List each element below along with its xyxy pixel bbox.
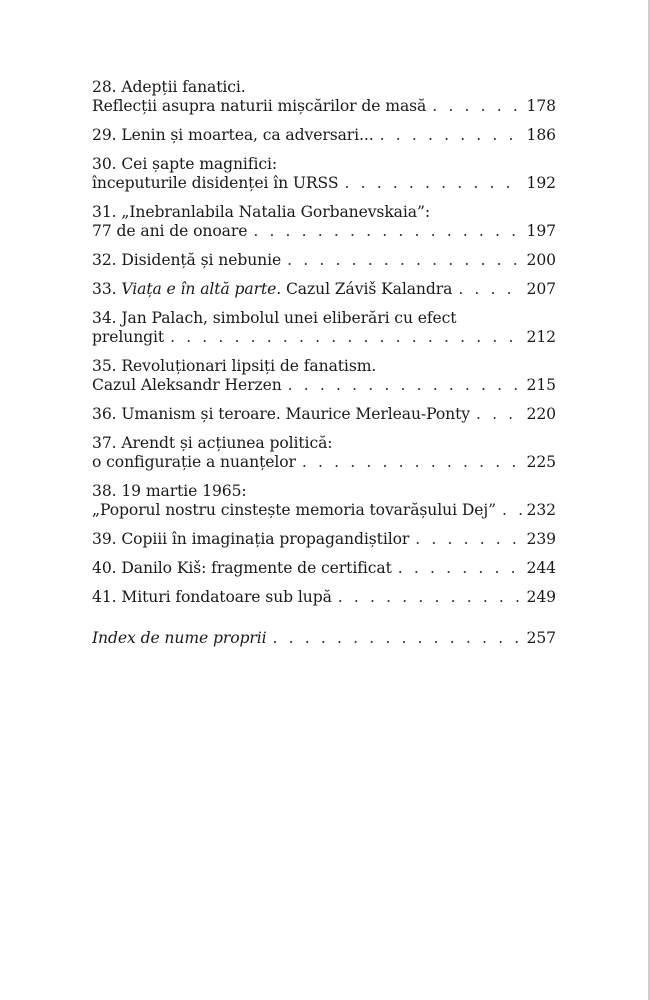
page-number: 178 (526, 97, 556, 115)
page-number: 232 (526, 501, 556, 519)
toc-entry (92, 203, 556, 241)
toc-entry-title-line: 30. Cei șapte magnifici: (92, 155, 278, 173)
dot-leader (287, 251, 522, 270)
dot-leader (338, 588, 523, 607)
page-number: 225 (526, 453, 556, 471)
dot-leader (288, 376, 523, 395)
table-of-contents (92, 78, 556, 658)
toc-entry-title-segment: 40. Danilo Kiš: fragmente de certificat (92, 559, 392, 577)
toc-entry-title (92, 222, 253, 241)
toc-entry-title (92, 453, 302, 472)
dot-leader (273, 629, 523, 648)
dot-leader (476, 405, 523, 424)
toc-entry-title-segment: Reflecții asupra naturii mișcărilor de masă (92, 97, 427, 115)
toc-entry-title (92, 280, 458, 299)
toc-entry-leader-line (92, 174, 556, 193)
page-number: 192 (526, 174, 556, 192)
toc-entry (92, 405, 556, 424)
toc-entry-leader-line (92, 530, 556, 549)
toc-entry-title-segment: 36. Umanism și teroare. Maurice Merleau-Ponty (92, 405, 470, 423)
dot-leader (170, 328, 522, 347)
toc-entry (92, 482, 556, 520)
toc-entry-title-segment: 41. Mituri fondatoare sub lupă (92, 588, 332, 606)
toc-entry-leader-line (92, 280, 556, 299)
dot-leader (344, 174, 522, 193)
page-number: 207 (526, 280, 556, 298)
toc-entry-title (92, 405, 476, 424)
toc-entry-title-italic: Viața e în altă parte (121, 280, 277, 298)
toc-entry (92, 309, 556, 347)
toc-entry (92, 155, 556, 193)
toc-entry-title-segment: prelungit (92, 328, 165, 346)
toc-entry (92, 251, 556, 270)
toc-entry-title-line: 28. Adepții fanatici. (92, 78, 246, 96)
toc-entry-title-segment: . Cazul Záviš Kalandra (276, 280, 453, 298)
toc-entry-leader-line (92, 251, 556, 270)
toc-entry-leader-line (92, 328, 556, 347)
toc-entry-title-segment: 39. Copiii în imaginația propagandiștilor (92, 530, 410, 548)
toc-entry-title-segment: 77 de ani de onoare (92, 222, 248, 240)
toc-entry-title-line: 37. Arendt și acțiunea politică: (92, 434, 333, 452)
toc-entry-leader-line (92, 222, 556, 241)
toc-entry-title-segment: Cazul Aleksandr Herzen (92, 376, 282, 394)
dot-leader (398, 559, 523, 578)
toc-entry-title (92, 251, 287, 270)
toc-entry-title (92, 559, 398, 578)
toc-entry-title (92, 126, 380, 145)
toc-entry (92, 530, 556, 549)
dot-leader (458, 280, 522, 299)
page-number: 249 (526, 588, 556, 606)
toc-entry-leader-line (92, 501, 556, 520)
toc-entry-leader-line (92, 559, 556, 578)
dot-leader (432, 97, 522, 116)
toc-entry-title-segment: 29. Lenin și moartea, ca adversari... (92, 126, 374, 144)
toc-entry-title (92, 328, 170, 347)
toc-entry-title-italic: Index de nume proprii (92, 629, 267, 647)
toc-entry-title-segment: o configurație a nuanțelor (92, 453, 296, 471)
toc-entry-title (92, 629, 273, 648)
page-number: 220 (526, 405, 556, 423)
toc-entry (92, 629, 556, 648)
toc-entry (92, 78, 556, 116)
toc-entry-title (92, 174, 344, 193)
toc-entry-title (92, 530, 415, 549)
dot-leader (253, 222, 522, 241)
toc-entry (92, 559, 556, 578)
toc-entry-title-segment: „Poporul nostru cinstește memoria tovarășului Dej” (92, 501, 496, 519)
toc-entry-leader-line (92, 126, 556, 145)
page-number: 257 (526, 629, 556, 647)
page-number: 244 (526, 559, 556, 577)
toc-entry-title-line: 38. 19 martie 1965: (92, 482, 247, 500)
toc-entry-title (92, 97, 432, 116)
toc-entry-title (92, 588, 338, 607)
page-number: 212 (526, 328, 556, 346)
toc-entry-title-segment: 33. (92, 280, 122, 298)
page-number: 215 (526, 376, 556, 394)
toc-entry-title-segment: 32. Disidență și nebunie (92, 251, 282, 269)
toc-entry-title-line: 35. Revoluționari lipsiți de fanatism. (92, 357, 377, 375)
toc-entry (92, 588, 556, 607)
toc-entry-leader-line (92, 376, 556, 395)
dot-leader (302, 453, 523, 472)
toc-entry-leader-line (92, 97, 556, 116)
toc-entry-title-line: 31. „Inebranlabila Natalia Gorbanevskaia”: (92, 203, 430, 221)
toc-entry (92, 357, 556, 395)
toc-entry (92, 126, 556, 145)
toc-entry-leader-line (92, 453, 556, 472)
toc-entry (92, 280, 556, 299)
toc-entry-leader-line (92, 629, 556, 648)
toc-entry-title (92, 376, 288, 395)
toc-entry-leader-line (92, 588, 556, 607)
page-number: 186 (526, 126, 556, 144)
toc-entry-leader-line (92, 405, 556, 424)
toc-entry-title-segment: începuturile disidenței în URSS (92, 174, 339, 192)
toc-entry-title-line: 34. Jan Palach, simbolul unei eliberări cu efect (92, 309, 457, 327)
page-number: 200 (526, 251, 556, 269)
toc-entry-title (92, 501, 502, 520)
toc-entry (92, 434, 556, 472)
dot-leader (380, 126, 523, 145)
page-number: 197 (526, 222, 556, 240)
dot-leader (502, 501, 523, 520)
page-number: 239 (526, 530, 556, 548)
dot-leader (415, 530, 522, 549)
